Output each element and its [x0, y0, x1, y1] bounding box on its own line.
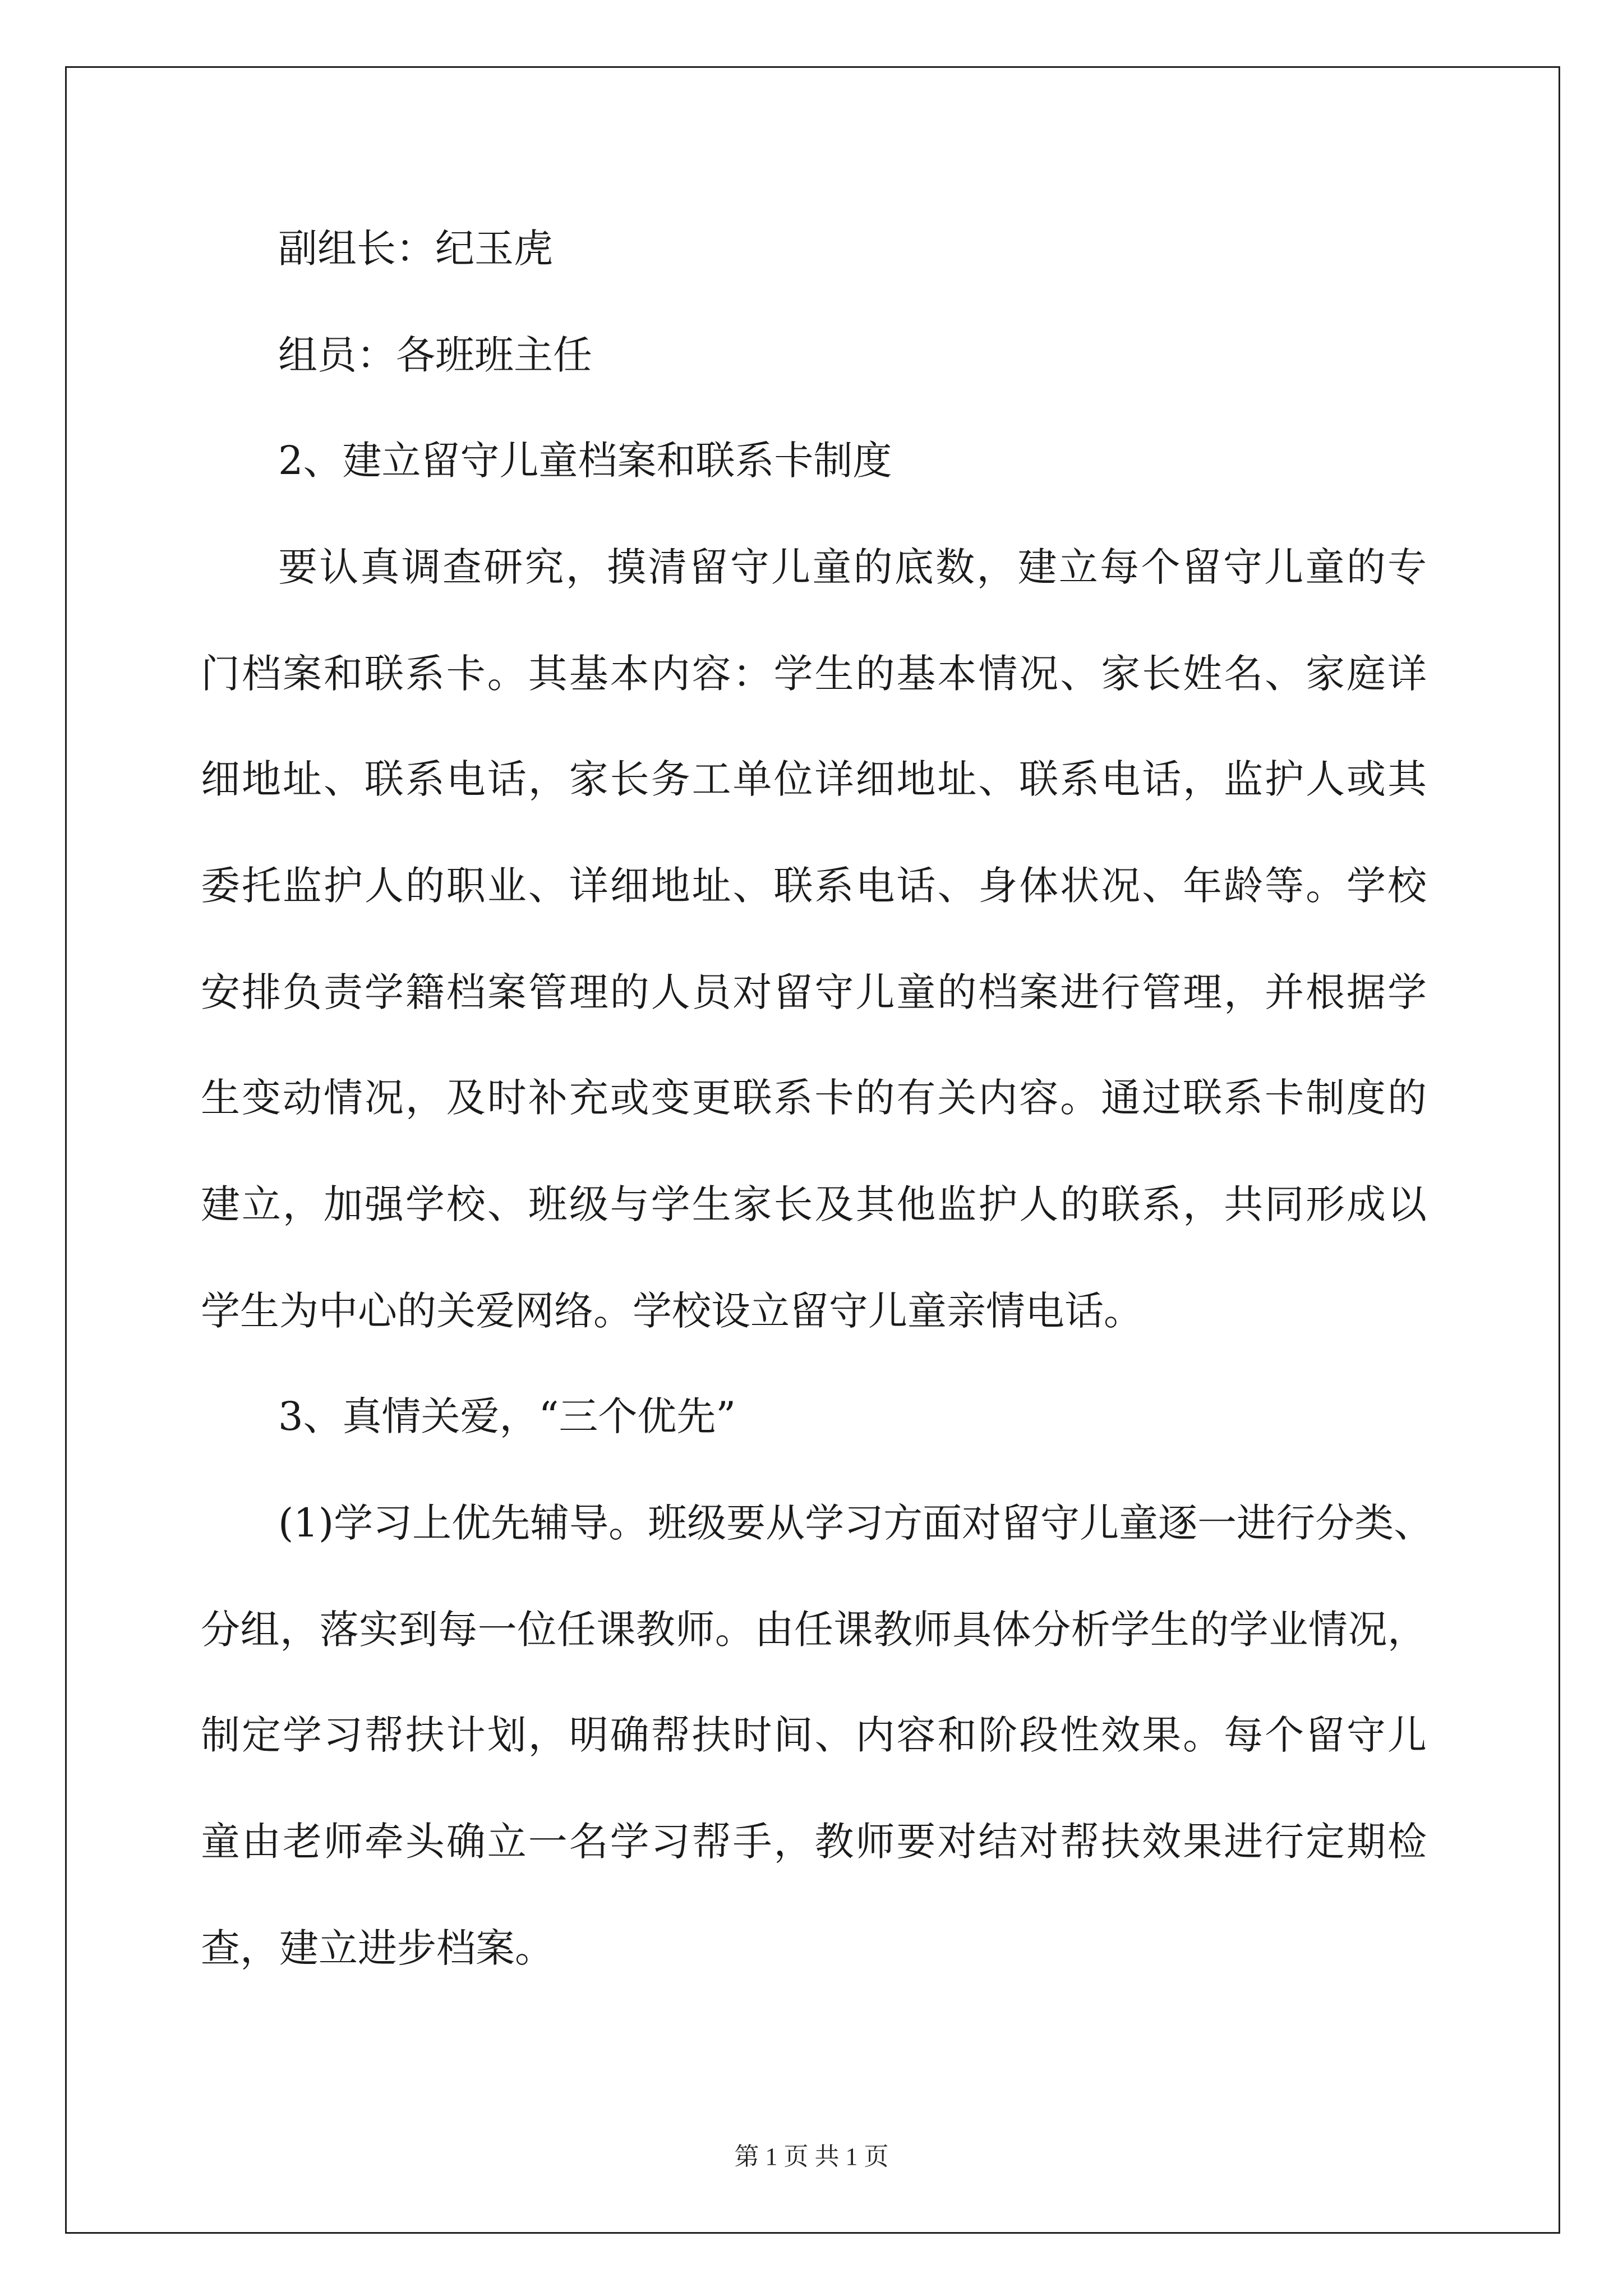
text-line: 细地址、联系电话，家长务工单位详细地址、联系电话，监护人或其	[201, 756, 1427, 802]
text-line: (1)学习上优先辅导。班级要从学习方面对留守儿童逐一进行分类、	[278, 1500, 1433, 1546]
text-line: 童由老师牵头确立一名学习帮手，教师要对结对帮扶效果进行定期检	[201, 1819, 1427, 1865]
text-line: 安排负责学籍档案管理的人员对留守儿童的档案进行管理，并根据学	[201, 969, 1427, 1015]
text-line: 建立，加强学校、班级与学生家长及其他监护人的联系，共同形成以	[201, 1181, 1427, 1227]
text-line: 组员：各班班主任	[278, 332, 592, 378]
text-line: 要认真调查研究，摸清留守儿童的底数，建立每个留守儿童的专	[278, 544, 1427, 590]
text-line: 委托监护人的职业、详细地址、联系电话、身体状况、年龄等。学校	[201, 863, 1427, 909]
text-line: 副组长：纪玉虎	[278, 226, 553, 272]
text-line: 学生为中心的关爱网络。学校设立留守儿童亲情电话。	[201, 1288, 1143, 1334]
text-line: 分组，落实到每一位任课教师。由任课教师具体分析学生的学业情况，	[201, 1607, 1427, 1653]
text-line: 制定学习帮扶计划，明确帮扶时间、内容和阶段性效果。每个留守儿	[201, 1712, 1427, 1758]
text-line: 查，建立进步档案。	[201, 1925, 554, 1971]
page-footer: 第 1 页 共 1 页	[734, 2143, 889, 2170]
text-line: 门档案和联系卡。其基本内容：学生的基本情况、家长姓名、家庭详	[201, 651, 1427, 697]
section-heading: 2、建立留守儿童档案和联系卡制度	[278, 438, 892, 484]
page-border	[65, 66, 1560, 2234]
section-heading: 3、真情关爱，“三个优先”	[278, 1393, 736, 1439]
text-line: 生变动情况，及时补充或变更联系卡的有关内容。通过联系卡制度的	[201, 1075, 1427, 1121]
